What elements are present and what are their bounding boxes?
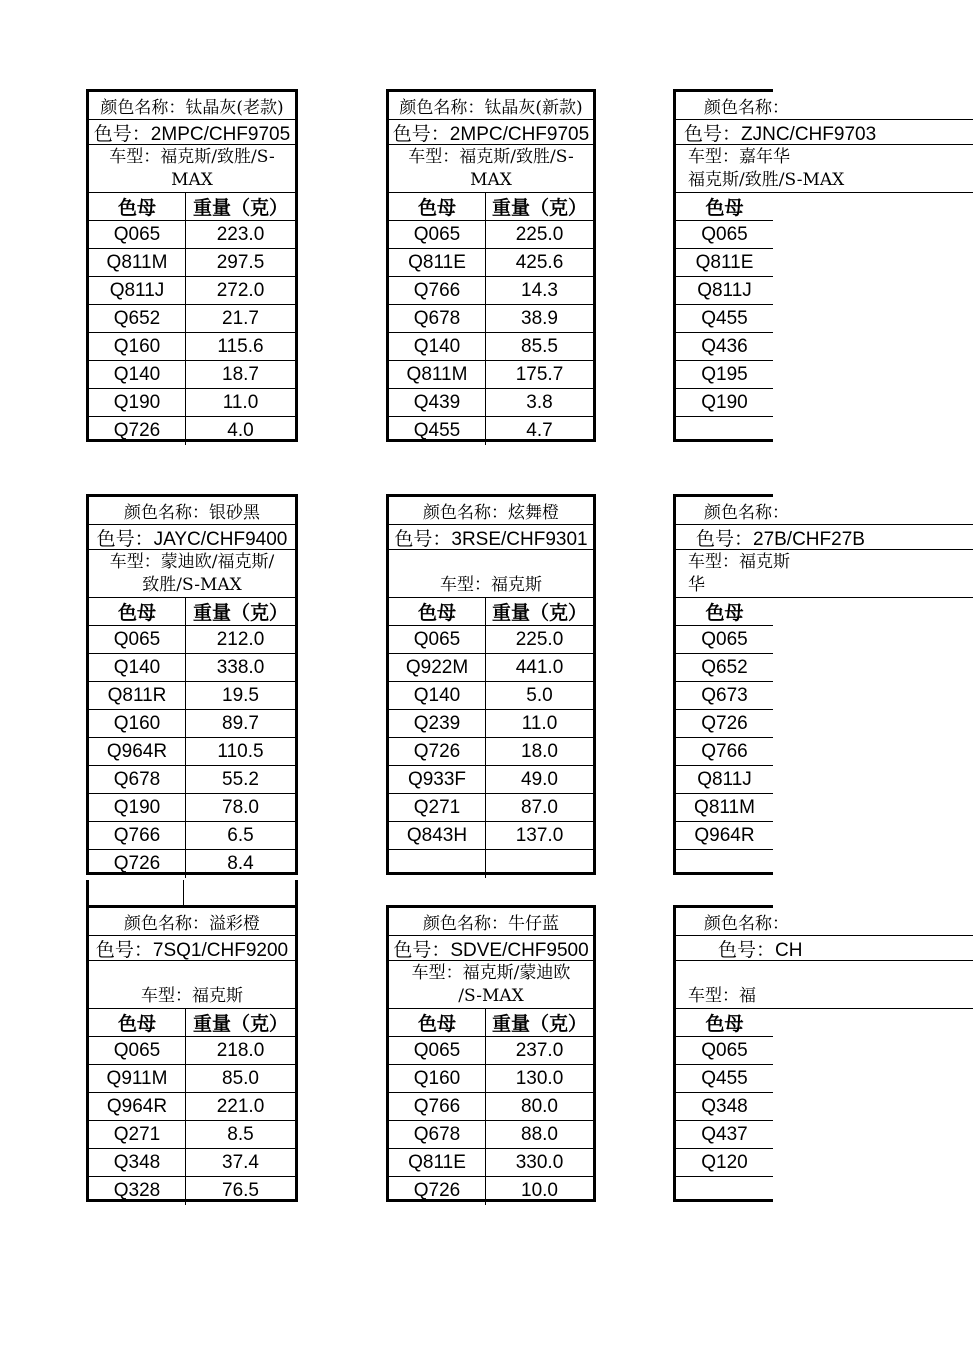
table-row <box>389 1093 593 1121</box>
vehicle-model-line <box>440 551 542 574</box>
tinter-code: Q140 <box>89 361 186 388</box>
color-code-label: 色号：CH <box>676 936 973 961</box>
tinter-code: Q160 <box>389 1065 486 1092</box>
table-row <box>389 710 593 738</box>
tinter-code: Q140 <box>389 682 486 709</box>
table-row <box>676 305 773 333</box>
vehicle-model-text <box>141 962 243 1008</box>
tinter-code: Q811E <box>389 249 486 276</box>
tinter-weight: 441.0 <box>515 656 564 678</box>
table-row <box>676 1037 773 1065</box>
vehicle-model-label <box>676 145 973 193</box>
tinter-weight: 8.4 <box>227 853 254 874</box>
tinter-code: Q811E <box>389 1149 486 1176</box>
column-header-row <box>676 193 773 221</box>
color-code-label: 色号：2MPC/CHF9705 <box>89 120 295 145</box>
tinter-code: Q439 <box>389 389 486 416</box>
table-row <box>89 221 295 249</box>
column-header-weight: 重量（克） <box>192 198 288 219</box>
column-header-row <box>676 1009 773 1037</box>
table-row <box>389 389 593 417</box>
tinter-code: Q964R <box>694 824 755 846</box>
tinter-weight: 130.0 <box>515 1067 564 1089</box>
table-row <box>676 654 773 682</box>
color-name-label: 颜色名称： <box>676 908 973 936</box>
table-row <box>676 794 773 822</box>
table-row <box>676 626 773 654</box>
table-row <box>676 333 773 361</box>
column-header-color: 色母 <box>389 1009 486 1036</box>
tinter-code: Q843H <box>389 822 486 849</box>
tinter-code: Q065 <box>389 626 486 653</box>
tinter-code: Q766 <box>701 740 748 762</box>
tinter-weight: 85.5 <box>521 335 558 357</box>
table-row <box>676 221 773 249</box>
vehicle-model-label <box>389 145 593 193</box>
table-row <box>676 1065 773 1093</box>
tinter-weight: 297.5 <box>216 251 265 273</box>
color-name-label: 颜色名称： <box>676 497 973 525</box>
table-row <box>389 822 593 850</box>
table-row <box>389 794 593 822</box>
tinter-code: Q811M <box>389 361 486 388</box>
tinter-code: Q964R <box>89 738 186 765</box>
table-row <box>389 277 593 305</box>
tinter-weight: 89.7 <box>222 712 259 734</box>
tinter-code: Q140 <box>389 333 486 360</box>
vehicle-model-line: MAX <box>470 169 512 190</box>
tinter-code: Q811M <box>89 249 186 276</box>
tinter-weight: 11.0 <box>521 712 558 734</box>
column-header-weight: 重量（克） <box>491 1014 587 1035</box>
column-header-color: 色母 <box>89 1009 186 1036</box>
vehicle-model-line: /S-MAX <box>458 985 524 1006</box>
vehicle-model-text <box>408 146 573 192</box>
tinter-weight: 8.5 <box>227 1123 254 1145</box>
vehicle-model-text <box>676 551 790 597</box>
table-row <box>389 305 593 333</box>
tinter-code: Q065 <box>389 221 486 248</box>
table-row <box>89 361 295 389</box>
tinter-weight: 49.0 <box>521 768 558 790</box>
formula-card-6 <box>673 494 865 875</box>
tinter-weight: 18.0 <box>521 740 558 762</box>
vehicle-model-label <box>89 961 295 1009</box>
tinter-code: Q726 <box>389 1177 486 1205</box>
tinter-weight: 272.0 <box>216 279 265 301</box>
table-row <box>89 654 295 682</box>
column-header-weight: 重量（克） <box>192 603 288 624</box>
table-row <box>389 1037 593 1065</box>
table-row <box>389 1177 593 1205</box>
tinter-code: Q348 <box>89 1149 186 1176</box>
tinter-weight: 85.0 <box>222 1067 259 1089</box>
table-row <box>389 1065 593 1093</box>
tinter-code: Q455 <box>701 307 748 329</box>
tinter-weight: 338.0 <box>216 656 265 678</box>
tinter-weight: 21.7 <box>222 307 259 329</box>
vehicle-model-label <box>389 550 593 598</box>
table-row <box>89 1093 295 1121</box>
vehicle-model-text <box>412 962 571 1008</box>
tinter-code <box>676 850 773 878</box>
tinter-weight: 5.0 <box>526 684 553 706</box>
tinter-code: Q652 <box>701 656 748 678</box>
vehicle-model-text <box>110 551 274 597</box>
vehicle-model-label <box>89 550 295 598</box>
formula-card-9 <box>673 905 803 1202</box>
table-row <box>676 389 773 417</box>
tinter-code: Q190 <box>89 389 186 416</box>
vehicle-model-line: 车型：嘉年华 <box>688 146 790 167</box>
color-code-label: 色号：JAYC/CHF9400 <box>89 525 295 550</box>
formula-card-3 <box>673 89 877 442</box>
tinter-code: Q065 <box>701 223 748 245</box>
tinter-code: Q437 <box>701 1123 748 1145</box>
table-row <box>389 738 593 766</box>
vehicle-model-line: 车型：福克斯/蒙迪欧 <box>411 962 571 983</box>
table-row <box>389 417 593 445</box>
table-row <box>389 361 593 389</box>
column-header-color: 色母 <box>389 598 486 625</box>
table-row <box>676 361 773 389</box>
table-row <box>676 1149 773 1177</box>
table-row <box>89 249 295 277</box>
vehicle-model-label <box>89 145 295 193</box>
tinter-weight: 11.0 <box>222 391 259 413</box>
color-code-label: 色号：3RSE/CHF9301 <box>389 525 593 550</box>
table-row <box>89 850 295 878</box>
tinter-weight: 88.0 <box>521 1123 558 1145</box>
tinter-code: Q652 <box>89 305 186 332</box>
column-header-row <box>389 1009 593 1037</box>
tinter-weight: 4.0 <box>227 420 254 441</box>
column-header-color: 色母 <box>89 193 186 220</box>
table-row <box>389 1149 593 1177</box>
tinter-weight: 425.6 <box>515 251 564 273</box>
tinter-weight: 225.0 <box>515 628 564 650</box>
tinter-code: Q271 <box>89 1121 186 1148</box>
table-row <box>389 654 593 682</box>
table-row <box>389 626 593 654</box>
tinter-code: Q811J <box>697 279 752 301</box>
table-row <box>89 738 295 766</box>
tinter-code: Q065 <box>701 1039 748 1061</box>
vehicle-model-line: MAX <box>171 169 213 190</box>
vehicle-model-label <box>676 961 973 1009</box>
tinter-weight: 221.0 <box>216 1095 265 1117</box>
tinter-code: Q678 <box>89 766 186 793</box>
table-row <box>89 1149 295 1177</box>
tinter-code: Q766 <box>89 822 186 849</box>
tinter-code: Q811E <box>695 251 754 273</box>
table-row <box>389 249 593 277</box>
table-row <box>89 417 295 445</box>
vehicle-model-line: 车型：福克斯 <box>688 551 790 572</box>
color-name-label: 颜色名称：牛仔蓝 <box>389 908 593 936</box>
vehicle-model-line: 车型：福克斯/致胜/S- <box>408 146 574 167</box>
tinter-weight: 225.0 <box>515 223 564 245</box>
column-header-weight: 重量（克） <box>491 603 587 624</box>
tinter-weight: 37.4 <box>222 1151 259 1173</box>
table-row <box>89 1037 295 1065</box>
tinter-code: Q065 <box>89 626 186 653</box>
vehicle-model-text <box>676 962 756 1008</box>
table-row <box>89 333 295 361</box>
vehicle-model-line: 车型：福克斯 <box>141 985 243 1006</box>
empty-spacer-row <box>86 880 298 905</box>
table-row <box>676 1093 773 1121</box>
vehicle-model-text <box>676 146 844 192</box>
tinter-weight: 76.5 <box>222 1180 259 1201</box>
table-row <box>89 682 295 710</box>
tinter-code: Q726 <box>89 417 186 445</box>
tinter-weight: 175.7 <box>515 363 564 385</box>
tinter-code: Q348 <box>701 1095 748 1117</box>
vehicle-model-text <box>440 551 542 597</box>
tinter-weight: 78.0 <box>222 796 259 818</box>
table-row <box>389 333 593 361</box>
column-header-color: 色母 <box>705 198 744 219</box>
vehicle-model-line <box>688 962 756 985</box>
formula-card-4 <box>86 494 298 875</box>
table-row <box>389 850 593 878</box>
tinter-code: Q328 <box>89 1177 186 1205</box>
tinter-code: Q811M <box>694 796 755 818</box>
formula-card-2 <box>386 89 596 442</box>
tinter-weight <box>486 850 593 878</box>
table-row <box>389 682 593 710</box>
tinter-code: Q140 <box>89 654 186 681</box>
table-row <box>676 822 773 850</box>
color-name-label: 颜色名称：银砂黑 <box>89 497 295 525</box>
tinter-weight: 38.9 <box>521 307 558 329</box>
tinter-code: Q455 <box>701 1067 748 1089</box>
table-row <box>676 277 773 305</box>
table-row <box>89 1121 295 1149</box>
vehicle-model-line: 车型：福克斯/致胜/S- <box>109 146 275 167</box>
tinter-code: Q065 <box>89 1037 186 1064</box>
tinter-weight: 6.5 <box>227 824 254 846</box>
tinter-code: Q911M <box>89 1065 186 1092</box>
tinter-weight: 4.7 <box>526 420 553 441</box>
color-code-label: 色号：7SQ1/CHF9200 <box>89 936 295 961</box>
table-row <box>389 221 593 249</box>
table-row <box>89 794 295 822</box>
tinter-code: Q271 <box>389 794 486 821</box>
column-header-row <box>389 598 593 626</box>
tinter-code: Q678 <box>389 305 486 332</box>
table-row <box>676 417 773 445</box>
table-row <box>676 850 773 878</box>
tinter-code: Q239 <box>389 710 486 737</box>
tinter-weight: 330.0 <box>515 1151 564 1173</box>
tinter-code: Q766 <box>389 277 486 304</box>
tinter-weight: 110.5 <box>217 740 264 762</box>
table-row <box>89 305 295 333</box>
column-header-color: 色母 <box>389 193 486 220</box>
table-row <box>89 1177 295 1205</box>
color-name-label: 颜色名称：钛晶灰(老款) <box>89 92 295 120</box>
table-row <box>89 822 295 850</box>
table-row <box>676 738 773 766</box>
tinter-weight: 10.0 <box>521 1180 558 1201</box>
vehicle-model-line: 车型：福 <box>688 985 756 1006</box>
vehicle-model-text <box>109 146 274 192</box>
tinter-code: Q811R <box>89 682 186 709</box>
vehicle-model-label <box>389 961 593 1009</box>
tinter-weight: 3.8 <box>526 391 553 413</box>
tinter-code: Q811J <box>89 277 186 304</box>
tinter-code: Q455 <box>389 417 486 445</box>
tinter-code: Q766 <box>389 1093 486 1120</box>
tinter-code: Q065 <box>89 221 186 248</box>
tinter-code: Q726 <box>701 712 748 734</box>
vehicle-model-line: 华 <box>688 574 705 595</box>
tinter-code: Q678 <box>389 1121 486 1148</box>
table-row <box>89 766 295 794</box>
color-name-label: 颜色名称：溢彩橙 <box>89 908 295 936</box>
tinter-code: Q190 <box>89 794 186 821</box>
tinter-weight: 137.0 <box>515 824 564 846</box>
vehicle-model-line: 致胜/S-MAX <box>142 574 242 595</box>
color-code-label: 色号：SDVE/CHF9500 <box>389 936 593 961</box>
tinter-code <box>389 850 486 878</box>
column-header-color: 色母 <box>705 1014 744 1035</box>
table-row <box>676 710 773 738</box>
table-row <box>676 766 773 794</box>
vehicle-model-line: 车型：蒙迪欧/福克斯/ <box>109 551 275 572</box>
table-row <box>676 1177 773 1205</box>
tinter-weight: 19.5 <box>222 684 259 706</box>
tinter-weight: 18.7 <box>222 363 259 385</box>
table-row <box>89 277 295 305</box>
tinter-code: Q933F <box>389 766 486 793</box>
table-row <box>89 1065 295 1093</box>
column-header-row <box>89 598 295 626</box>
vehicle-model-line: 车型：福克斯 <box>440 574 542 595</box>
tinter-weight: 212.0 <box>216 628 265 650</box>
column-header-weight: 重量（克） <box>192 1014 288 1035</box>
tinter-code: Q120 <box>701 1151 748 1173</box>
tinter-weight: 87.0 <box>521 796 558 818</box>
tinter-code <box>676 417 773 445</box>
tinter-code: Q726 <box>389 738 486 765</box>
vehicle-model-line: 福克斯/致胜/S-MAX <box>688 169 845 190</box>
tinter-code: Q160 <box>89 710 186 737</box>
tinter-weight: 14.3 <box>521 279 558 301</box>
formula-card-5 <box>386 494 596 875</box>
tinter-code: Q160 <box>89 333 186 360</box>
color-code-label: 色号：2MPC/CHF9705 <box>389 120 593 145</box>
table-row <box>676 1121 773 1149</box>
formula-card-7 <box>86 905 298 1202</box>
table-row <box>676 249 773 277</box>
tinter-code: Q673 <box>701 684 748 706</box>
empty-spacer-divider <box>183 880 184 905</box>
tinter-code: Q726 <box>89 850 186 878</box>
formula-card-8 <box>386 905 596 1202</box>
table-row <box>389 1121 593 1149</box>
color-name-label: 颜色名称： <box>676 92 973 120</box>
column-header-row <box>89 193 295 221</box>
tinter-weight: 223.0 <box>216 223 265 245</box>
table-row <box>89 389 295 417</box>
tinter-code: Q190 <box>701 391 748 413</box>
color-code-label: 色号：27B/CHF27B <box>676 525 973 550</box>
tinter-weight: 55.2 <box>222 768 259 790</box>
table-row <box>389 766 593 794</box>
table-row <box>89 710 295 738</box>
vehicle-model-label <box>676 550 973 598</box>
tinter-code: Q065 <box>389 1037 486 1064</box>
column-header-row <box>89 1009 295 1037</box>
table-row <box>89 626 295 654</box>
column-header-row <box>676 598 773 626</box>
tinter-weight: 218.0 <box>216 1039 265 1061</box>
column-header-row <box>389 193 593 221</box>
tinter-weight: 115.6 <box>217 335 264 357</box>
color-name-label: 颜色名称：炫舞橙 <box>389 497 593 525</box>
tinter-weight: 237.0 <box>515 1039 564 1061</box>
tinter-code: Q922M <box>389 654 486 681</box>
column-header-weight: 重量（克） <box>491 198 587 219</box>
column-header-color: 色母 <box>89 598 186 625</box>
tinter-code: Q811J <box>697 768 752 790</box>
formula-card-1 <box>86 89 298 442</box>
color-name-label: 颜色名称：钛晶灰(新款) <box>389 92 593 120</box>
tinter-code: Q964R <box>89 1093 186 1120</box>
tinter-code: Q195 <box>701 363 748 385</box>
color-code-label: 色号：ZJNC/CHF9703 <box>676 120 973 145</box>
column-header-color: 色母 <box>705 603 744 624</box>
vehicle-model-line <box>141 962 243 985</box>
tinter-code: Q436 <box>701 335 748 357</box>
tinter-code <box>676 1177 773 1205</box>
tinter-weight: 80.0 <box>521 1095 558 1117</box>
table-row <box>676 682 773 710</box>
tinter-code: Q065 <box>701 628 748 650</box>
